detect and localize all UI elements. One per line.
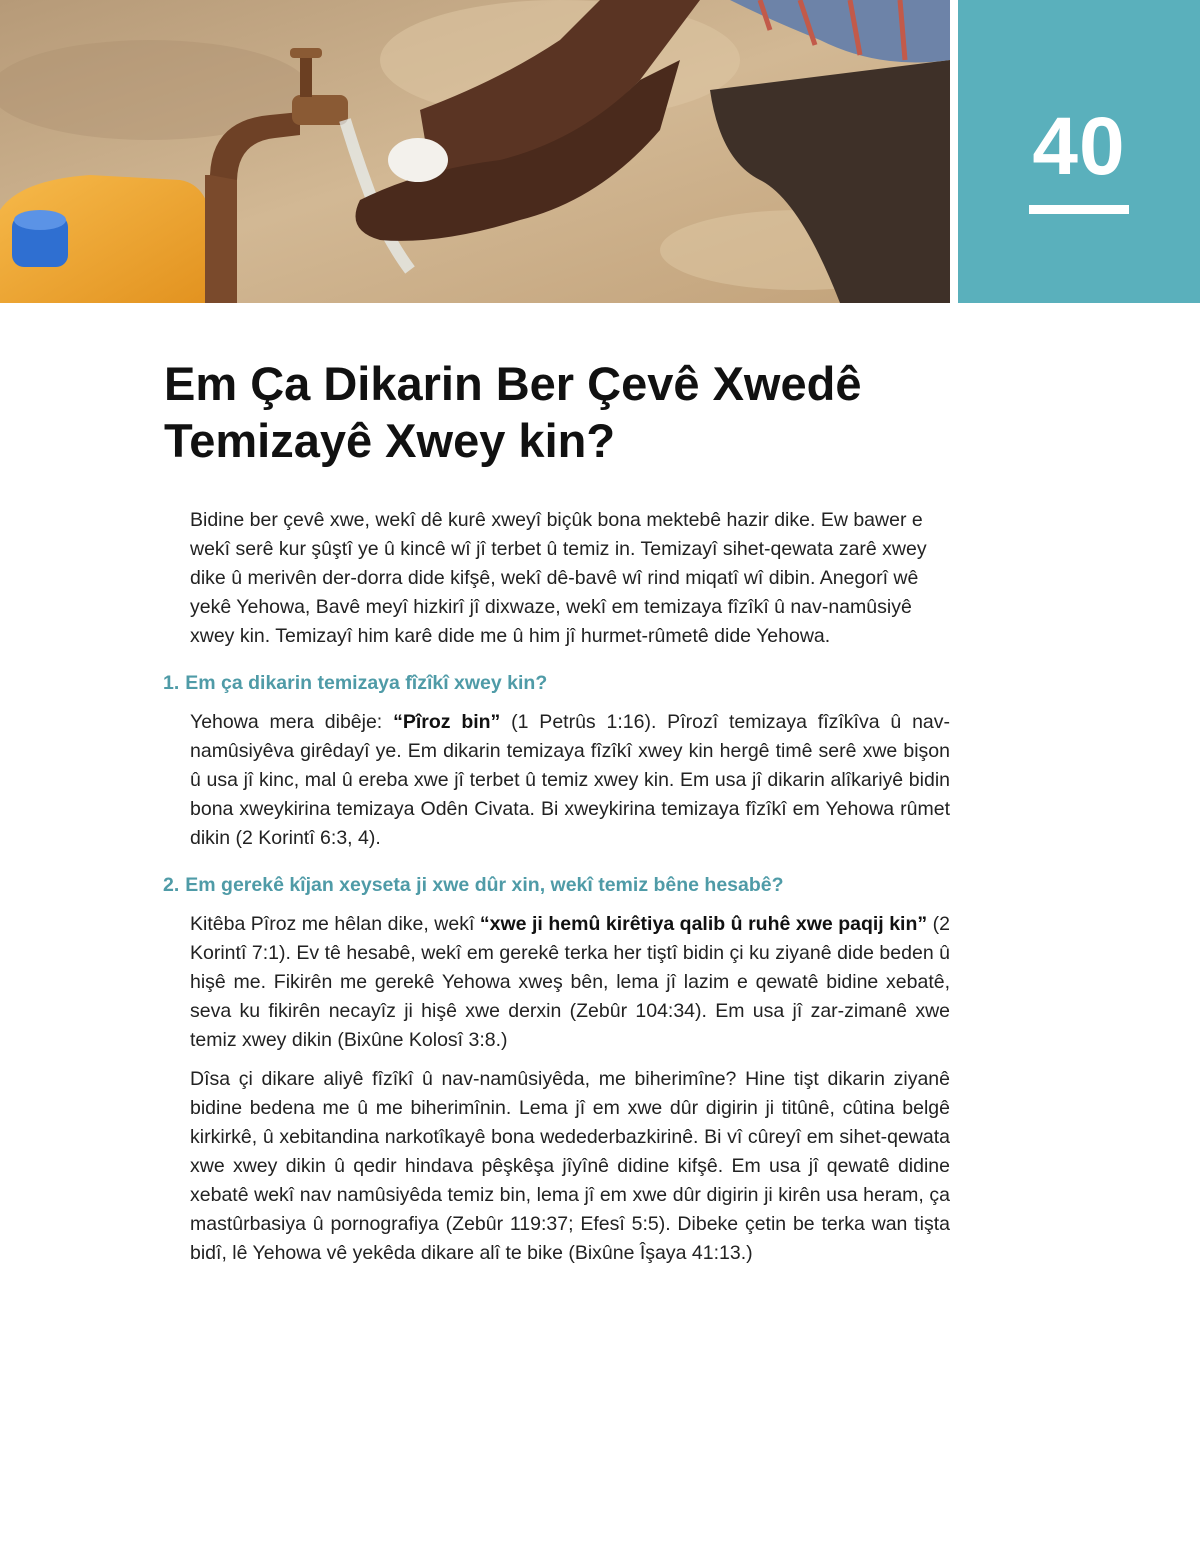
question-text: Em ça dikarin temizaya fîzîkî xwey kin? (185, 672, 548, 694)
page-title-line-1: Em Ça Dikarin Ber Çevê Xwedê (164, 357, 862, 410)
text-run: (1 Petrûs 1:16). Pîrozî temizaya fîzîkîva û nav-namûsiyêva girêdayî ye. Em dikarin temizaya fîzîkî xwey kin hergê timê serê xwe bişon û usa jî kinc, mal û ereba xwe jî terbet û temiz xwey kin. Em usa jî dikarin alîkariyê bidin bona xweykirina temizaya Odên Civata. Bi xweykirina temizaya fîzîkî em Yehowa rûmet dikin (2 Korintî 6:3, 4). (190, 711, 950, 849)
handwashing-photo (0, 0, 950, 303)
section-2-paragraph-1 (190, 910, 950, 1055)
text-run: Kitêba Pîroz me hêlan dike, wekî (190, 913, 480, 935)
question-heading-1 (163, 669, 950, 698)
header-photo (0, 0, 950, 303)
article-body (163, 506, 950, 1278)
section-1-paragraph (190, 708, 950, 853)
tap (292, 95, 348, 125)
intro-paragraph: Bidine ber çevê xwe, wekî dê kurê xweyî biçûk bona mektebê hazir dike. Ew bawer e wekî serê kur şûştî ye û kincê wî jî terbet û temiz in. Temizayî sihet-qewata zarê xwey dike û merivên der-dorra dide kifşê, wekî dê-bavê wî rind miqatî wî dibin. Anegorî wê yekê Yehowa, Bavê meyî hizkirî jî dixwaze, wekî em temizaya fîzîkî û nav-namûsiyê xwey kin. Temizayî him karê dide me û him jî hurmet-rûmetê dide Yehowa. (190, 509, 927, 647)
section-2-paragraph-2: Dîsa çi dikare aliyê fîzîkî û nav-namûsiyêda, me biherimîne? Hine tişt dikarin ziyanê bidine bedena me û me biherimînin. Lema jî em xwe dûr digirin ji titûnê, cûtina belgê kirkirkê, û xebitandina narkotîkayê bona wedederbazkirinê. Bi vî cûreyî em sihet-qewata xwe xwey dikin û qedir hindava pêşkêşa jîyînê didine kifşê. Em usa jî qewatê didine xebatê wekî nav namûsiyêda temiz bin, lema jî em xwe dûr digirin ji kirên usa heram, ça mastûrbasiya û pornografiya (Zebûr 119:37; Efesî 5:5). Dibeke çetin be terka wan tişta bidî, lê Yehowa vê yekêda dikare alî te bike (Bixûne Îşaya 41:13.) (190, 1068, 950, 1264)
text-run: Yehowa mera dibêje: (190, 711, 394, 733)
chapter-underline (1029, 205, 1129, 214)
chapter-badge (958, 0, 1200, 303)
soap (388, 138, 448, 182)
text-run: (2 Korintî 7:1). Ev tê hesabê, wekî em gerekê terka her tiştî bidin çi ku ziyanê dide beden û hişê me. Fikirên me gerekê Yehowa xweş bên, lema jî lazim e qewatê bidine xebatê, seva ku fikirên necayîz ji hişê xwe derxin (Zebûr 104:34). Em usa jî zar-zimanê xwe temiz xwey dikin (Bixûne Kolosî 3:8.) (190, 913, 950, 1051)
page-title-line-2: Temizayê Xwey kin? (164, 414, 616, 467)
question-number: 2. (163, 874, 180, 896)
question-number: 1. (163, 672, 180, 694)
scripture-quote: “Pîroz bin” (393, 711, 501, 733)
chapter-number: 40 (1032, 101, 1126, 192)
page-title (164, 355, 964, 469)
water-pipe (205, 175, 237, 303)
scripture-quote: “xwe ji hemû kirêtiya qalib û ruhê xwe paqij kin” (479, 913, 928, 935)
question-text: Em gerekê kîjan xeyseta ji xwe dûr xin, wekî temiz bêne hesabê? (185, 874, 784, 896)
question-heading-2 (163, 871, 950, 900)
